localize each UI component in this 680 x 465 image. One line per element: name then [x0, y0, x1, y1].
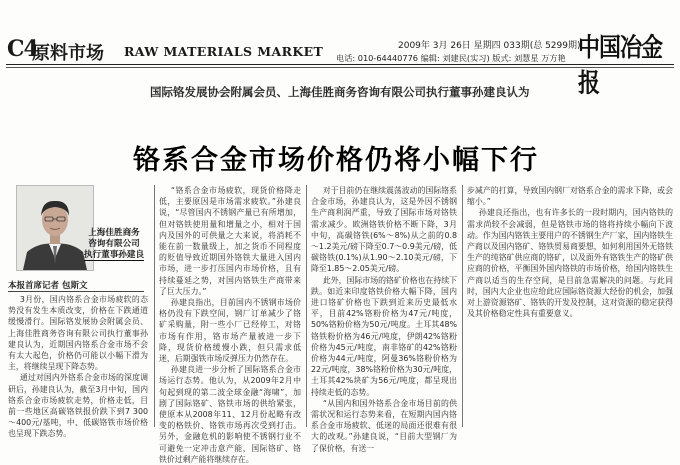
headline: 铬系合金市场价格仍将小幅下行 [133, 145, 539, 176]
paragraph: 通过对国内外铬系合金市场的深度调研后，孙建良认为，截至3月中旬，国内铬系合金市场疲软走势，价格走低，目前一些地区高碳铬铁报价跌下到7 300～400元/基吨，中、低碳铬铁市场价格也呈现下跌态势。 [8, 373, 148, 439]
paragraph: 对于目前仍在继续震荡波动的国际铬系合金市场，孙建良认为，这是外因不锈钢生产商利润严重，导致了国际市场对铬铁需求减少。欧洲铬铁价格不断下降，3月中旬，高碳铬铁(6%～8%)从之前的0.8～1.2美元/磅下降至0.7～0.9美元/磅，低碳铬铁(0.1%)从1.90～2.10美元/磅，下降至1.85～2.05美元/磅。 [311, 186, 457, 274]
paragraph: 步减产的打算，导致国内钢厂对铬系合金的需求下降，或会缩小。” [467, 186, 673, 207]
caption-line: 上海佳胜商务 [88, 228, 140, 238]
section-title-cn: 原料市场 [32, 43, 104, 64]
caption-line: 执行董事孙建良 [83, 250, 145, 260]
byline-rule [8, 291, 144, 292]
newspaper-masthead: 中国冶金报 [578, 32, 663, 99]
paragraph: 孙建良还指出，也有许多长的一段时期内，国内铬铁的需求尚较不会减弱，但是铬铁市场的铬将持续小幅向下波动。作为国内铬铁主要用户的不锈钢生产厂家，国内铬铁生产商以及国内铬矿、铬铁贸易商要想，如何利用国外无铬铁生产的纯铬矿供应商的铬矿，以及面外有铬铁生产的铬矿供应商的价格，平衡国外国内铬铁的市场价格，给国内铬铁生产商以适当的生存空间，是目前急需解决的问题。与此同时，国内大企业也应给此应国际铬资源大经份的机会，加强对上游资源铬矿、铬铁的开发及控制，这对资源的稳定获得及其价格稳定性具有重要意义。 [467, 208, 673, 319]
editor-contact: 电话: 010-64440776 编辑: 刘建民(实习) 版式: 刘慧星 万方艳 [336, 53, 566, 63]
column-rule [462, 185, 463, 427]
column-rule [306, 185, 307, 427]
header-rule-thin [6, 67, 674, 68]
paragraph: 3月份，国内铬系合金市场疲软的态势没有发生本质改变，价格在下跌通道缓慢滑行。国际铬发展协会附属会员、上海佳胜商务咨询有限公司执行董事孙建良认为，近期国内铬系合金市场不会有太大起色，价格仍可能以小幅下滑为主，将继续呈现下降态势。 [8, 295, 148, 372]
byline: 本报首席记者 包斯文 [8, 281, 88, 291]
paragraph: 孙建良指出，目前国内不锈钢市场价格仍没有下跌空间，钢厂订单减少了铬矿采购量，附一些小厂已经停工，对铬市场有作用，铬市场产量被进一步下降，现货价格缓慢小跌，但只需求低迷，后期强铁市场反弹压力仍然存在。 [159, 298, 301, 364]
paragraph: 孙建良进一步分析了国际铬系合金市场运行态势。他认为，从2009年2月中旬起到现的第二波全球金融“海啸”，加剧了国际铬矿、铬铁市场的供给紧张，使原本从2008年11、12月份起略有改变的格铁价、铬铁市场再次受到打击。另外，金融危机的影响使不锈钢行业不可避免一定冲击意产能，国际铬矿、铬铁价过剩产能将继续存在。 [159, 365, 301, 464]
paragraph: “从国内和国外铬系合金市场目前的供需状况和运行态势来看，在短期内国内铬系合金市场疲软、低迷的局面还很难有很大的改观。”孙建良说，“目前大型钢厂为了保价格，有送一 [311, 398, 457, 453]
article-column-4 [467, 185, 673, 319]
header-rule [6, 64, 674, 65]
caption-line: 咨询有限公司 [88, 239, 140, 249]
article-column-3 [311, 185, 457, 454]
photo-caption [79, 228, 149, 261]
section-title-en: RAW MATERIALS MARKET [124, 44, 324, 59]
kicker: 国际铬发展协会附属会员、上海佳胜商务咨询有限公司执行董事孙建良认为 [150, 85, 530, 99]
issue-date: 2009年 3月 26日 星期四 033期(总 5299期) [398, 41, 581, 51]
article-column-1 [8, 294, 148, 440]
column-rule [154, 185, 155, 427]
section-number: C4 [7, 36, 38, 62]
paragraph: 此外，国际市场的铬矿价格也在持续下跌。如近来印度铬铁价格大幅下降，国内进口铬矿价格也下跌到近来历史最低水平，目前42%铬粉价格为47元/吨度，50%铬粉价格为50元/吨度。土耳其48%铬铁粉价格为46元/吨度，伊朗42%铬粉价格为45元/吨度，南非铬矿的42%铬粉价格为44元/吨度，阿曼36%铬粉价格为22元/吨度，38%铬粉价格为30元/吨度，土耳其42%块矿为56元/吨度，都呈现出持续走低的态势。 [311, 275, 457, 397]
paragraph: “铬系合金市场疲软，现货价格降走低，主要原因是市场需求疲软。”孙建良说，“尽管国内不锈钢产量已有所增加，但对铬铁使用量和增量之小，相对于国内及国外的可供量之大来说，将消耗不能在前一数量级上，加之货币不同程度的贬值导致近期国外铬铁大量进入国内市场，进一步打压国内市场价格，且有持续蔓延之势，对国内铬铁生产商带来了巨大压力。” [159, 186, 301, 296]
article-column-2 [159, 185, 301, 465]
